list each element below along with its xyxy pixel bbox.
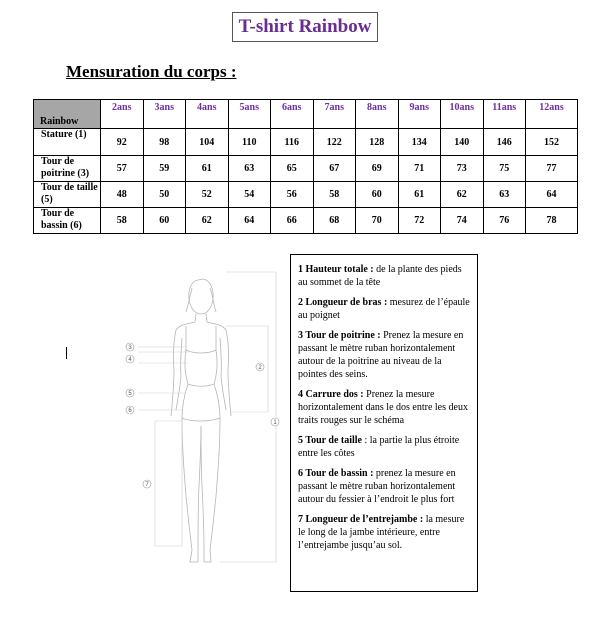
table-cell: 58 (313, 182, 356, 208)
table-cell: 63 (228, 156, 271, 182)
legend-term: 4 Carrure dos : (298, 389, 364, 400)
table-cell: 152 (526, 129, 578, 156)
svg-text:5: 5 (128, 391, 132, 397)
size-header-3ans: 3ans (143, 100, 186, 129)
size-header-12ans: 12ans (526, 100, 578, 129)
row-label: Tour de bassin (6) (34, 208, 101, 234)
size-header-7ans: 7ans (313, 100, 356, 129)
legend-description: prenez la mesure en passant le mètre ruban horizontalement autour du fessier à l’endroit le plus fort (298, 468, 456, 505)
table-cell: 50 (143, 182, 186, 208)
table-cell: 116 (271, 129, 314, 156)
legend-term: 5 Tour de taille (298, 435, 362, 446)
table-cell: 57 (101, 156, 144, 182)
size-header-5ans: 5ans (228, 100, 271, 129)
legend-description: de la plante des pieds au sommet de la tête (298, 264, 462, 288)
table-cell: 60 (356, 182, 399, 208)
table-cell: 75 (483, 156, 526, 182)
svg-text:3: 3 (128, 345, 132, 351)
body-outline (171, 279, 231, 562)
table-cell: 72 (398, 208, 441, 234)
size-header-2ans: 2ans (101, 100, 144, 129)
legend-description: Prenez la mesure horizontalement dans le dos entre les deux traits rouges sur le schéma (298, 389, 468, 426)
table-cell: 98 (143, 129, 186, 156)
table-cell: 63 (483, 182, 526, 208)
table-cell: 71 (398, 156, 441, 182)
table-cell: 61 (186, 156, 229, 182)
legend-item (298, 467, 471, 506)
size-header-10ans: 10ans (441, 100, 484, 129)
marker-1 (271, 418, 279, 426)
size-header-9ans: 9ans (398, 100, 441, 129)
table-cell: 65 (271, 156, 314, 182)
size-header-4ans: 4ans (186, 100, 229, 129)
table-cell: 134 (398, 129, 441, 156)
legend-item (298, 434, 471, 460)
table-cell: 92 (101, 129, 144, 156)
table-cell: 128 (356, 129, 399, 156)
table-cell: 60 (143, 208, 186, 234)
svg-text:1: 1 (273, 420, 277, 426)
table-cell: 59 (143, 156, 186, 182)
measurement-legend (290, 254, 478, 592)
measurement-markers (126, 343, 279, 488)
legend-term: 6 Tour de bassin : (298, 468, 374, 479)
table-cell: 146 (483, 129, 526, 156)
legend-description: Prenez la mesure en passant le mètre ruban horizontalement autour de la poitrine au niveau de la pointes des seins. (298, 330, 464, 380)
table-cell: 54 (228, 182, 271, 208)
legend-description: mesurez de l’épaule au poignet (298, 297, 470, 321)
row-label: Tour de poitrine (3) (34, 156, 101, 182)
legend-term: 2 Longueur de bras : (298, 297, 388, 308)
legend-term: 1 Hauteur totale : (298, 264, 374, 275)
svg-text:2: 2 (258, 365, 262, 371)
table-cell: 67 (313, 156, 356, 182)
table-cell: 64 (526, 182, 578, 208)
size-header-8ans: 8ans (356, 100, 399, 129)
marker-4 (126, 355, 134, 363)
table-cell: 104 (186, 129, 229, 156)
table-cell: 73 (441, 156, 484, 182)
size-header-row (34, 100, 578, 129)
legend-item (298, 513, 471, 552)
table-cell: 64 (228, 208, 271, 234)
text-cursor (66, 347, 67, 359)
table-cell: 76 (483, 208, 526, 234)
table-row (34, 129, 578, 156)
marker-5 (126, 389, 134, 397)
table-cell: 66 (271, 208, 314, 234)
table-corner-label: Rainbow (34, 100, 101, 129)
table-cell: 58 (101, 208, 144, 234)
table-cell: 52 (186, 182, 229, 208)
size-table-body (34, 129, 578, 234)
body-measurement-figure (118, 266, 293, 586)
table-cell: 122 (313, 129, 356, 156)
table-row (34, 156, 578, 182)
marker-2 (256, 363, 264, 371)
svg-text:6: 6 (128, 408, 132, 414)
page-title (232, 12, 378, 42)
legend-item (298, 263, 471, 289)
marker-7 (143, 480, 151, 488)
title-text: T-shirt Rainbow (238, 16, 372, 37)
measurement-guides (138, 272, 276, 562)
svg-text:7: 7 (145, 482, 149, 488)
table-cell: 62 (441, 182, 484, 208)
size-table (33, 99, 578, 234)
legend-item (298, 329, 471, 381)
table-cell: 69 (356, 156, 399, 182)
legend-term: 3 Tour de poitrine : (298, 330, 381, 341)
table-cell: 48 (101, 182, 144, 208)
marker-3 (126, 343, 134, 351)
table-row (34, 208, 578, 234)
legend-description: : la partie la plus étroite entre les côtes (298, 435, 460, 459)
table-cell: 56 (271, 182, 314, 208)
row-label: Tour de taille (5) (34, 182, 101, 208)
table-cell: 74 (441, 208, 484, 234)
marker-6 (126, 406, 134, 414)
table-cell: 61 (398, 182, 441, 208)
table-cell: 68 (313, 208, 356, 234)
table-cell: 62 (186, 208, 229, 234)
svg-text:4: 4 (128, 357, 132, 363)
table-cell: 78 (526, 208, 578, 234)
table-cell: 77 (526, 156, 578, 182)
legend-description: la mesure le long de la jambe intérieure, entre l’entrejambe jusqu’au sol. (298, 514, 465, 551)
size-header-11ans: 11ans (483, 100, 526, 129)
legend-item (298, 388, 471, 427)
legend-item (298, 296, 471, 322)
size-header-6ans: 6ans (271, 100, 314, 129)
legend-term: 7 Longueur de l’entrejambe : (298, 514, 424, 525)
table-cell: 70 (356, 208, 399, 234)
row-label: Stature (1) (34, 129, 101, 156)
table-cell: 110 (228, 129, 271, 156)
section-heading: Mensuration du corps : (66, 62, 237, 81)
table-row (34, 182, 578, 208)
table-cell: 140 (441, 129, 484, 156)
